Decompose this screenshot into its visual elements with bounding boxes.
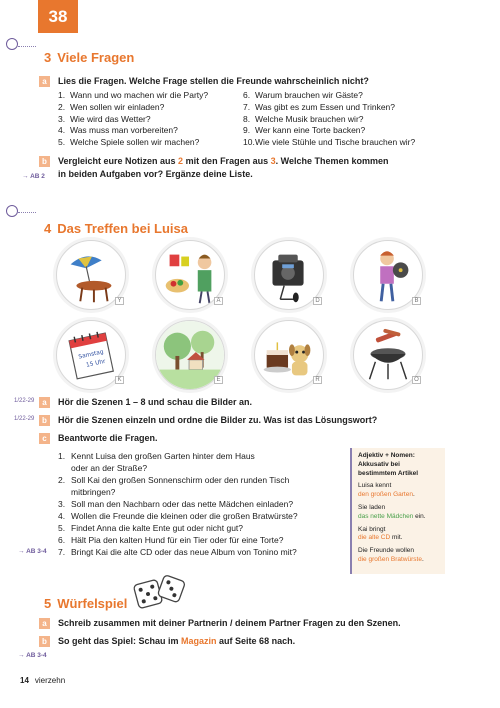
workbook-ref[interactable]: → AB 2 <box>22 173 45 180</box>
picture-letter: B <box>412 297 421 305</box>
adjective-stem: groß <box>368 555 382 563</box>
picture-letter: R <box>313 376 322 384</box>
question-item <box>243 125 443 137</box>
task-a-tag: a <box>39 618 50 629</box>
grammar-title-line: bestimmtem Artikel <box>358 469 419 477</box>
question-item <box>58 125 243 137</box>
task-c-tag: c <box>39 433 50 444</box>
section-number: 4 <box>44 221 52 236</box>
question-item <box>58 114 243 126</box>
picture-letter: O <box>412 376 421 384</box>
workbook-ref[interactable]: → AB 3-4 <box>18 548 47 555</box>
task-a-tag: a <box>39 76 50 87</box>
task-5a-instruction: Schreib zusammen mit deiner Partnerin / deinem Partner Fragen zu den Szenen. <box>58 618 401 628</box>
section-divider <box>18 212 36 213</box>
adjective-ending: en <box>381 555 391 563</box>
question-item <box>58 102 243 114</box>
question-number: 2. <box>58 101 66 112</box>
question-number: 2. <box>58 475 66 485</box>
adjective-ending: e <box>375 534 381 542</box>
question-line: Hält Pia den kalten Hund für ein Tier oder für eine Torte? <box>71 535 284 545</box>
page-badge: 38 <box>38 0 78 33</box>
ref-number: 2 <box>178 156 184 166</box>
task-5b-instruction <box>58 635 295 648</box>
adjective-stem: groß <box>370 491 385 499</box>
question-number: 7. <box>58 547 66 557</box>
audio-track-ref: 1/22-29 <box>14 398 35 404</box>
article: die <box>358 534 369 542</box>
question-number: 8. <box>243 113 251 124</box>
dice-icon <box>132 572 186 612</box>
question-text <box>71 522 243 534</box>
question-line: Soll man den Nachbarn oder das nette Mädchen einladen? <box>71 499 294 509</box>
task-3b-instruction <box>58 155 438 181</box>
section-divider <box>18 46 36 47</box>
question-number: 3. <box>58 499 66 509</box>
question-item <box>58 546 348 558</box>
question-line: Kennt Luisa den großen Garten hinter dem Haus <box>71 451 255 461</box>
question-line: mitbringen? <box>71 487 116 497</box>
section-3-heading <box>44 50 134 65</box>
question-number: 4. <box>58 511 66 521</box>
question-number: 9. <box>243 125 251 136</box>
article: den <box>358 491 371 499</box>
task-a-tag: a <box>39 397 50 408</box>
section-5-heading <box>44 596 127 611</box>
grammar-box <box>350 448 445 574</box>
question-number: 5. <box>58 137 66 148</box>
instr-text: Vergleicht eure Notizen aus <box>58 156 179 166</box>
question-number: 1. <box>58 451 66 461</box>
adjective-stem: alt <box>368 534 376 542</box>
question-number: 4. <box>58 125 66 136</box>
question-list-right <box>243 90 443 149</box>
example-text: Kai bringt <box>358 525 386 533</box>
question-text <box>71 474 289 498</box>
page-footer <box>20 676 65 685</box>
grammar-example <box>358 482 439 500</box>
workbook-ref[interactable]: → AB 3-4 <box>18 652 47 659</box>
task-4c-instruction: Beantworte die Fragen. <box>58 433 158 443</box>
question-item <box>58 137 243 149</box>
question-item <box>243 114 443 126</box>
example-text: Sie laden <box>358 503 386 511</box>
adjective-ending: e <box>381 512 387 520</box>
page-word: vierzehn <box>34 676 66 685</box>
question-text: Welche Spiele sollen wir machen? <box>70 137 200 148</box>
question-item <box>58 474 348 498</box>
section-number: 3 <box>44 50 52 65</box>
question-text: Wie viele Stühle und Tische brauchen wir? <box>255 137 416 148</box>
question-item <box>243 137 443 149</box>
adjective-stem: nett <box>370 512 382 520</box>
question-item <box>58 498 348 510</box>
noun: Garten <box>393 491 413 499</box>
question-text: Warum brauchen wir Gäste? <box>255 90 363 100</box>
section-title: Das Treffen bei Luisa <box>57 221 188 236</box>
svg-text:15 Uhr: 15 Uhr <box>85 358 107 369</box>
question-list-4c <box>58 450 348 558</box>
ref-number: 3 <box>270 156 276 166</box>
task-4b-instruction: Hör die Szenen einzeln und ordne die Bilder zu. Was ist das Lösungswort? <box>58 415 378 425</box>
question-line: Findet Anna die kalte Ente gut oder nicht gut? <box>71 523 244 533</box>
picture-letter: K <box>115 376 124 384</box>
question-line: Soll Kai den großen Sonnenschirm oder den runden Tisch <box>71 475 290 485</box>
instr-text: auf Seite 68 nach. <box>216 636 296 646</box>
picture-letter: Y <box>115 297 124 305</box>
audio-track-ref: 1/22-29 <box>14 416 35 422</box>
question-text <box>71 534 283 546</box>
question-number: 1. <box>58 90 66 100</box>
question-text: Welche Musik brauchen wir? <box>255 113 364 124</box>
question-text <box>71 546 297 558</box>
noun: Bratwürste <box>390 555 422 563</box>
article: das <box>358 512 371 520</box>
section-title: Viele Fragen <box>57 50 135 65</box>
picture-letter: D <box>313 297 322 305</box>
question-item <box>243 102 443 114</box>
question-item <box>58 522 348 534</box>
svg-text:Samstag: Samstag <box>78 349 105 361</box>
page-number: 14 <box>20 676 29 685</box>
example-text: ein. <box>413 512 426 520</box>
task-b-tag: b <box>39 636 50 647</box>
task-4a-instruction: Hör die Szenen 1 – 8 und schau die Bilder an. <box>58 397 253 407</box>
question-text: Wer kann eine Torte backen? <box>255 125 366 136</box>
section-knot-icon <box>6 205 18 217</box>
grammar-title-line: Akkusativ bei <box>358 460 400 468</box>
question-item <box>58 90 243 102</box>
question-item <box>243 90 443 102</box>
example-text: mit. <box>390 534 403 542</box>
example-text: . <box>421 555 424 563</box>
question-item <box>58 450 348 474</box>
section-number: 5 <box>44 596 52 611</box>
question-item <box>58 534 348 546</box>
question-line: oder an der Straße? <box>71 463 148 473</box>
picture-letter: E <box>214 376 223 384</box>
question-number: 7. <box>243 101 251 112</box>
picture-letter: A <box>214 297 223 305</box>
article: die <box>358 555 369 563</box>
adjective-ending: en <box>384 491 394 499</box>
instr-text: So geht das Spiel: Schau im <box>58 636 182 646</box>
question-text: Wann und wo machen wir die Party? <box>70 90 209 100</box>
question-text: Wie wird das Wetter? <box>70 113 151 124</box>
question-number: 5. <box>58 523 66 533</box>
grammar-title <box>358 452 439 478</box>
instr-text: mit den Fragen aus <box>183 156 271 166</box>
grammar-example <box>358 504 439 522</box>
instr-text: . Welche Themen kommen <box>275 156 389 166</box>
section-4-heading <box>44 221 188 236</box>
question-text <box>71 498 293 510</box>
question-line: Bringt Kai die alte CD oder das neue Album von Tonino mit? <box>71 547 297 557</box>
noun: Mädchen <box>386 512 414 520</box>
question-text <box>71 450 255 474</box>
question-number: 6. <box>58 535 66 545</box>
task-b-tag: b <box>39 156 50 167</box>
noun: CD <box>380 534 391 542</box>
question-number: 3. <box>58 113 66 124</box>
magazin-link[interactable]: Magazin <box>181 636 217 646</box>
question-item <box>58 510 348 522</box>
question-text: Wen sollen wir einladen? <box>70 101 165 112</box>
question-list-left <box>58 90 243 149</box>
question-text: Was muss man vorbereiten? <box>70 125 178 136</box>
question-text: Was gibt es zum Essen und Trinken? <box>255 101 396 112</box>
example-text: Die Freunde wollen <box>358 547 415 555</box>
question-text <box>71 510 298 522</box>
task-3a-instruction: Lies die Fragen. Welche Frage stellen die Freunde wahrscheinlich nicht? <box>58 76 369 86</box>
grammar-example <box>358 526 439 544</box>
section-title: Würfelspiel <box>57 596 128 611</box>
example-text: . <box>412 491 415 499</box>
question-line: Wollen die Freunde die kleinen oder die großen Bratwürste? <box>71 511 298 521</box>
grammar-title-line: Adjektiv + Nomen: <box>358 452 415 459</box>
question-number: 6. <box>243 90 251 100</box>
question-number: 10. <box>243 137 255 148</box>
example-text: Luisa kennt <box>358 482 392 490</box>
grammar-example <box>358 547 439 565</box>
section-knot-icon <box>6 38 18 50</box>
instr-text: in beiden Aufgaben vor? Ergänze deine Liste. <box>58 169 253 179</box>
task-b-tag: b <box>39 415 50 426</box>
